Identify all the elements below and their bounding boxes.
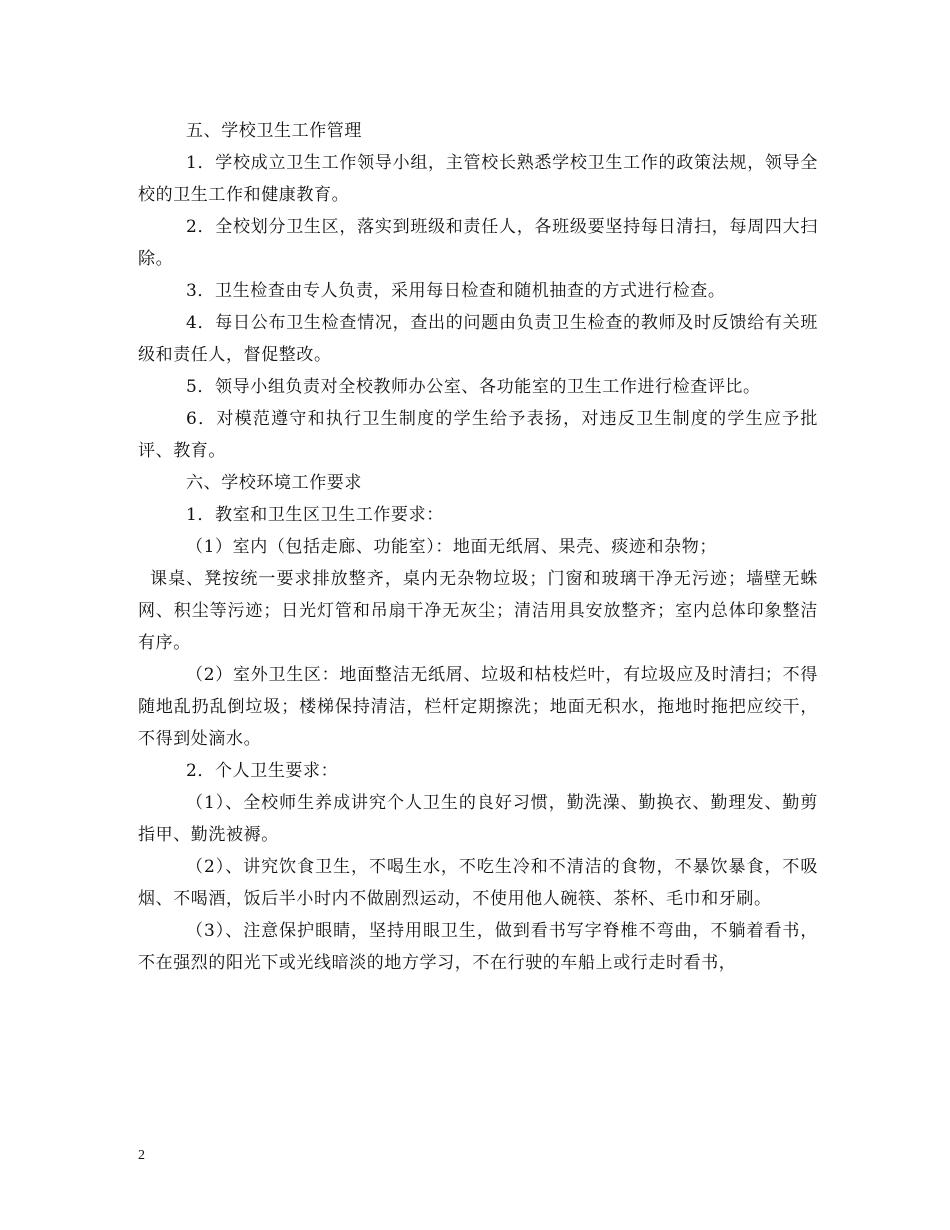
paragraph-6-2: 2．个人卫生要求： [186, 761, 339, 781]
paragraph-6-1-1: （1）室内（包括走廊、功能室）：地面无纸屑、果壳、痰迹和杂物； [186, 537, 717, 557]
paragraph-6-1-1-cont: 课桌、凳按统一要求排放整齐，桌内无杂物垃圾；门窗和玻璃干净无污迹；墙壁无蛛网、积尘等污迹；日光灯管和吊扇干净无灰尘；清洁用具安放整齐；室内总体印象整洁有序。 [138, 569, 818, 653]
paragraph-5-3: 3．卫生检查由专人负责，采用每日检查和随机抽查的方式进行检查。 [186, 281, 726, 301]
paragraph-5-4: 4．每日公布卫生检查情况，查出的问题由负责卫生检查的教师及时反馈给有关班级和责任人，督促整改。 [138, 313, 818, 365]
paragraph-6-2-1: （1）、全校师生养成讲究个人卫生的良好习惯，勤洗澡、勤换衣、勤理发、勤剪指甲、勤洗被褥。 [138, 793, 818, 845]
paragraph-5-2: 2．全校划分卫生区，落实到班级和责任人，各班级要坚持每日清扫，每周四大扫除。 [138, 217, 818, 269]
paragraph-6-1: 1．教室和卫生区卫生工作要求： [186, 505, 444, 525]
section-heading-6: 六、学校环境工作要求 [186, 473, 362, 493]
paragraph-6-1-2: （2）室外卫生区：地面整洁无纸屑、垃圾和枯枝烂叶，有垃圾应及时清扫；不得随地乱扔乱倒垃圾；楼梯保持清洁，栏杆定期擦洗；地面无积水，拖地时拖把应绞干，不得到处滴水。 [138, 665, 818, 749]
document-body [138, 115, 818, 979]
paragraph-5-6: 6．对模范遵守和执行卫生制度的学生给予表扬，对违反卫生制度的学生应予批评、教育。 [138, 409, 818, 461]
paragraph-5-5: 5．领导小组负责对全校教师办公室、各功能室的卫生工作进行检查评比。 [186, 377, 761, 397]
section-heading-5: 五、学校卫生工作管理 [186, 121, 362, 141]
paragraph-5-1: 1．学校成立卫生工作领导小组，主管校长熟悉学校卫生工作的政策法规，领导全校的卫生工作和健康教育。 [138, 153, 818, 205]
paragraph-6-2-2: （2）、讲究饮食卫生，不喝生水，不吃生冷和不清洁的食物，不暴饮暴食，不吸烟、不喝酒，饭后半小时内不做剧烈运动，不使用他人碗筷、茶杯、毛巾和牙刷。 [138, 857, 818, 909]
page-number: 2 [138, 1148, 145, 1163]
paragraph-6-2-3: （3）、注意保护眼睛，坚持用眼卫生，做到看书写字脊椎不弯曲，不躺着看书，不在强烈的阳光下或光线暗淡的地方学习，不在行驶的车船上或行走时看书， [138, 921, 818, 973]
